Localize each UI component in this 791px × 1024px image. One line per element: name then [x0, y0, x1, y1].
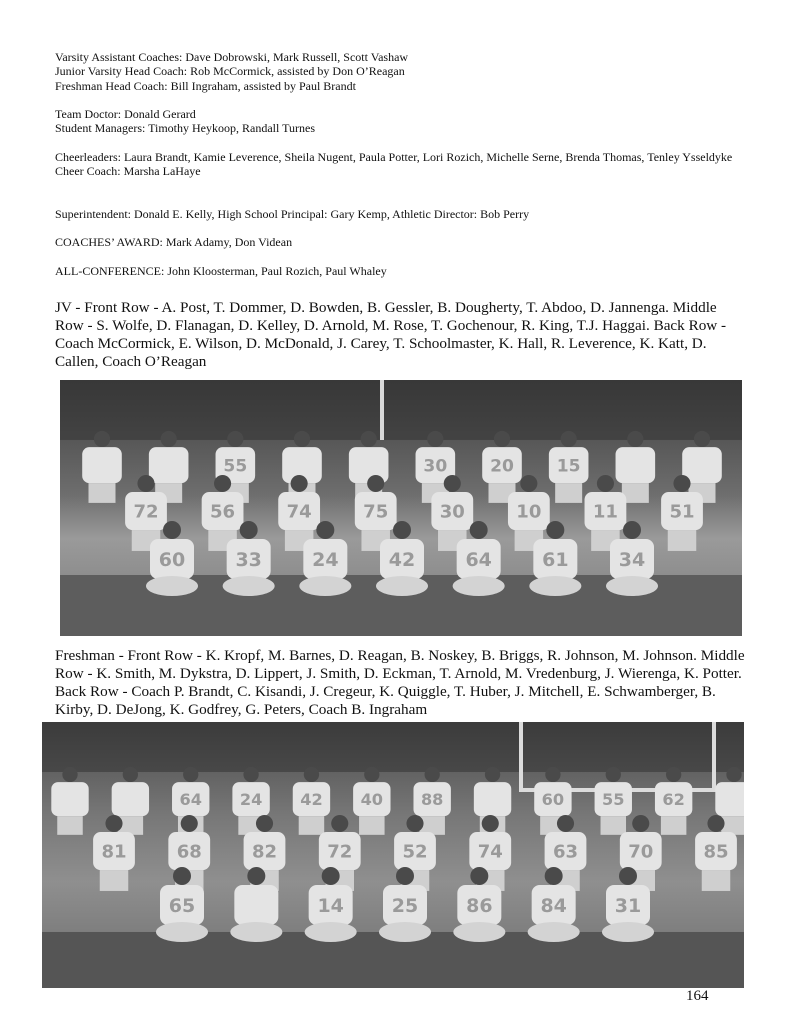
- player-head: [256, 815, 273, 832]
- staff-block-1: [55, 50, 755, 93]
- page-number: 164: [686, 988, 709, 1004]
- cheerleaders: Cheerleaders: Laura Brandt, Kamie Leverence, Sheila Nugent, Paula Potter, Lori Rozich, Michelle Serne, Brenda Thomas, Tenley Ysseldyke: [55, 150, 733, 164]
- staff-block-3: [55, 150, 755, 179]
- player-legs: [359, 816, 385, 835]
- player-jersey: [82, 447, 122, 483]
- jersey-number: 70: [628, 841, 654, 863]
- player-legs: [156, 922, 208, 942]
- jersey-number: 30: [423, 456, 448, 477]
- student-managers: Student Managers: Timothy Heykoop, Randall Turnes: [55, 121, 316, 136]
- player-legs: [305, 922, 357, 942]
- all-conference: ALL-CONFERENCE: John Kloosterman, Paul Rozich, Paul Whaley: [55, 264, 387, 278]
- player-head: [240, 521, 258, 539]
- player-head: [444, 475, 461, 492]
- jersey-number: 15: [556, 456, 581, 477]
- jersey-number: 24: [239, 790, 263, 810]
- jersey-number: 64: [465, 549, 492, 571]
- jersey-number: 55: [602, 790, 625, 810]
- player-head: [294, 431, 310, 447]
- administration: Superintendent: Donald E. Kelly, High School Principal: Gary Kemp, Athletic Director: Bob Perry: [55, 207, 530, 221]
- staff-block-2: [55, 107, 755, 136]
- player-legs: [376, 576, 428, 596]
- freshman-photo-goalpost-left: [519, 722, 523, 792]
- player-legs: [601, 816, 627, 835]
- player-head: [367, 475, 384, 492]
- player-head: [694, 431, 710, 447]
- jersey-number: 72: [327, 841, 353, 863]
- player-head: [470, 867, 488, 885]
- player-legs: [299, 576, 351, 596]
- player-head: [173, 867, 191, 885]
- coaches-award: COACHES’ AWARD: Mark Adamy, Don Videan: [55, 235, 293, 249]
- player-legs: [661, 816, 687, 835]
- player-legs: [453, 576, 505, 596]
- jersey-number: 52: [402, 841, 428, 863]
- player-head: [243, 767, 258, 782]
- player-head: [425, 767, 440, 782]
- jersey-number: 86: [466, 895, 493, 917]
- player-jersey: [349, 447, 389, 483]
- player-head: [707, 815, 724, 832]
- player-jersey: [234, 885, 278, 925]
- player-head: [406, 815, 423, 832]
- player-head: [105, 815, 122, 832]
- player-legs: [89, 483, 116, 503]
- jersey-number: 85: [703, 841, 729, 863]
- jersey-number: 40: [360, 790, 384, 810]
- player-jersey: [51, 782, 88, 816]
- player-jersey: [616, 447, 656, 483]
- player-head: [331, 815, 348, 832]
- jersey-number: 42: [388, 549, 416, 571]
- freshman-team-photo: [42, 722, 744, 988]
- player-head: [396, 867, 414, 885]
- freshman-caption: Freshman - Front Row - K. Kropf, M. Barnes, D. Reagan, B. Noskey, B. Briggs, R. Johnson, M. Johnson. Middle Row - K. Smith, M. Dykstra, D. Lippert, J. Smith, D. Eckman, T. Arnold, M. Vredenburg, J. Wierenga, K. Potter. Back Row - Coach P. Brandt, C. Kisandi, J. Cregeur, K. Quiggle, T. Huber, J. Mitchell, E. Schwamberger, B. Kirby, D. DeJong, K. Godfrey, G. Peters, Coach B. Ingraham: [55, 647, 745, 718]
- player-head: [304, 767, 319, 782]
- jersey-number: 88: [420, 790, 444, 810]
- jersey-number: 24: [312, 549, 339, 571]
- player-head: [520, 475, 537, 492]
- player-legs: [606, 576, 658, 596]
- player-head: [322, 867, 340, 885]
- player-head: [485, 767, 500, 782]
- player-head: [627, 431, 643, 447]
- player-legs: [230, 922, 282, 942]
- player-head: [606, 767, 621, 782]
- jersey-number: 56: [210, 501, 236, 523]
- player-legs: [721, 816, 744, 835]
- player-head: [94, 431, 110, 447]
- jersey-number: 20: [490, 456, 514, 477]
- jv-photo-trees: [60, 380, 742, 440]
- player-head: [393, 521, 411, 539]
- player-legs: [299, 816, 325, 835]
- jersey-number: 64: [179, 790, 202, 810]
- player-head: [623, 521, 641, 539]
- jv-photo-goalpost: [380, 380, 384, 440]
- player-legs: [555, 483, 582, 503]
- player-legs: [668, 530, 697, 551]
- player-legs: [379, 922, 431, 942]
- player-legs: [529, 576, 581, 596]
- jersey-number: 74: [477, 841, 503, 863]
- jersey-number: 10: [516, 501, 542, 523]
- player-head: [181, 815, 198, 832]
- player-legs: [453, 922, 505, 942]
- jv-head-coach: Junior Varsity Head Coach: Rob McCormick, assisted by Don O’Reagan: [55, 64, 405, 79]
- player-head: [619, 867, 637, 885]
- player-legs: [100, 870, 129, 891]
- player-head: [291, 475, 308, 492]
- jersey-number: 62: [662, 790, 685, 810]
- player-head: [545, 767, 560, 782]
- jv-team-photo: [60, 380, 742, 636]
- freshman-photo-drawing: [42, 722, 744, 988]
- cheer-coach: Cheer Coach: Marsha LaHaye: [55, 164, 201, 179]
- player-head: [470, 521, 488, 539]
- player-head: [161, 431, 177, 447]
- player-jersey: [112, 782, 149, 816]
- player-head: [123, 767, 138, 782]
- player-legs: [602, 922, 654, 942]
- jersey-number: 42: [300, 790, 323, 810]
- jersey-number: 11: [592, 501, 618, 523]
- jersey-number: 61: [542, 549, 569, 571]
- player-head: [364, 767, 379, 782]
- player-jersey: [474, 782, 511, 816]
- player-head: [666, 767, 681, 782]
- jersey-number: 60: [158, 549, 186, 571]
- player-jersey: [715, 782, 744, 816]
- jersey-number: 84: [540, 895, 567, 917]
- varsity-assistant-coaches: Varsity Assistant Coaches: Dave Dobrowski, Mark Russell, Scott Vashaw: [55, 50, 409, 64]
- player-head: [557, 815, 574, 832]
- jersey-number: 51: [669, 501, 695, 523]
- player-head: [427, 431, 443, 447]
- jv-photo-drawing: [60, 380, 742, 636]
- jv-caption: JV - Front Row - A. Post, T. Dommer, D. Bowden, B. Gessler, B. Dougherty, T. Abdoo, D. Jannenga. Middle Row - S. Wolfe, D. Flanagan, D. Kelley, D. Arnold, M. Rose, T. Gochenour, R. King, T.J. Haggai. Back Row - Coach McCormick, E. Wilson, D. McDonald, J. Carey, T. Schoolmaster, K. Hall, R. Leverence, K. Katt, D. Callen, Coach O’Reagan: [55, 299, 727, 370]
- jersey-number: 82: [251, 841, 278, 863]
- player-head: [214, 475, 231, 492]
- jersey-number: 65: [168, 895, 196, 917]
- player-head: [726, 767, 741, 782]
- player-legs: [223, 576, 275, 596]
- player-head: [482, 815, 499, 832]
- player-head: [62, 767, 77, 782]
- jersey-number: 30: [439, 501, 465, 523]
- player-legs: [528, 922, 580, 942]
- player-head: [561, 431, 577, 447]
- player-head: [137, 475, 154, 492]
- player-head: [361, 431, 377, 447]
- jersey-number: 75: [363, 501, 389, 523]
- jersey-number: 74: [286, 501, 312, 523]
- player-jersey: [149, 447, 189, 483]
- jersey-number: 34: [618, 549, 646, 571]
- jersey-number: 81: [101, 841, 127, 863]
- player-head: [494, 431, 510, 447]
- freshman-photo-trees: [42, 722, 744, 772]
- player-legs: [146, 576, 198, 596]
- player-head: [546, 521, 564, 539]
- player-head: [632, 815, 649, 832]
- jersey-number: 31: [614, 895, 642, 917]
- player-head: [163, 521, 181, 539]
- jersey-number: 55: [223, 456, 248, 477]
- jersey-number: 60: [541, 790, 565, 810]
- jersey-number: 14: [317, 895, 344, 917]
- player-head: [597, 475, 614, 492]
- player-head: [316, 521, 334, 539]
- player-head: [183, 767, 198, 782]
- jersey-number: 33: [235, 549, 262, 571]
- player-head: [673, 475, 690, 492]
- player-head: [247, 867, 265, 885]
- player-legs: [57, 816, 83, 835]
- player-legs: [702, 870, 731, 891]
- jersey-number: 63: [552, 841, 579, 863]
- freshman-head-coach: Freshman Head Coach: Bill Ingraham, assisted by Paul Brandt: [55, 78, 356, 93]
- player-head: [227, 431, 243, 447]
- jersey-number: 72: [133, 501, 159, 523]
- jersey-number: 68: [176, 841, 202, 863]
- team-doctor: Team Doctor: Donald Gerard: [55, 107, 196, 121]
- jersey-number: 25: [391, 895, 419, 917]
- freshman-photo-goalpost-right: [712, 722, 716, 792]
- player-head: [545, 867, 563, 885]
